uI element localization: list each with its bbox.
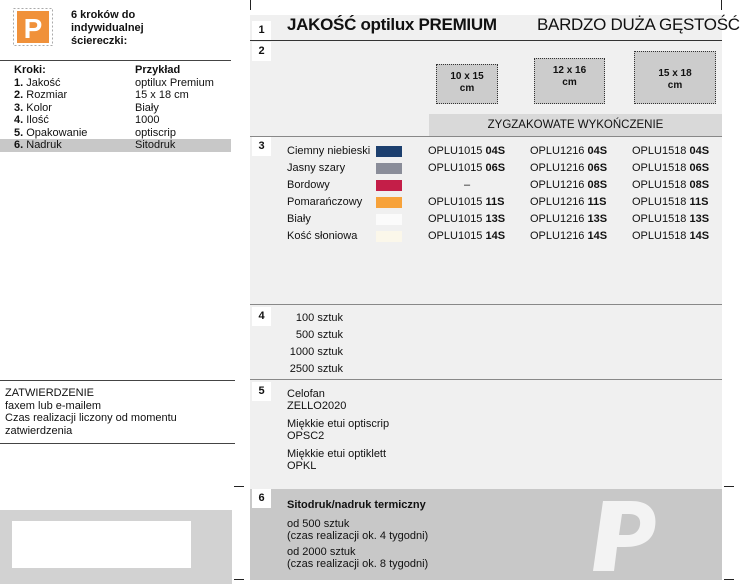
step-example: optilux Premium xyxy=(135,76,214,89)
print-line: od 500 sztuk xyxy=(287,517,350,530)
color-name: Biały xyxy=(287,213,311,225)
product-code: OPLU1518 13S xyxy=(632,213,710,225)
intro-line: ściereczki: xyxy=(71,35,128,47)
step-row-highlighted xyxy=(0,139,231,152)
color-swatch xyxy=(376,180,402,191)
logo-icon xyxy=(13,8,53,46)
divider xyxy=(0,443,235,444)
product-code: – xyxy=(464,179,471,191)
packaging-list xyxy=(287,388,487,472)
color-row xyxy=(250,177,722,194)
left-footer-box xyxy=(12,521,191,568)
packaging-name: Miękkie etui optiklett xyxy=(287,448,387,460)
product-code: OPLU1015 13S xyxy=(428,213,506,225)
cut-mark xyxy=(234,579,244,580)
section-badge-4: 4 xyxy=(252,307,271,326)
product-code: OPLU1518 11S xyxy=(632,196,709,208)
step-example: Sitodruk xyxy=(135,139,176,151)
cut-mark xyxy=(724,486,734,487)
step-row xyxy=(0,77,231,90)
product-code: OPLU1216 06S xyxy=(530,162,608,174)
steps-col-kroki: Kroki: xyxy=(14,64,46,76)
product-code: OPLU1015 11S xyxy=(428,196,505,208)
divider xyxy=(0,60,231,61)
size-label: 10 x 15 xyxy=(450,71,484,82)
approval-line: Czas realizacji liczony od momentu xyxy=(5,412,177,424)
product-code: OPLU1216 14S xyxy=(530,230,608,242)
steps-table xyxy=(0,64,231,152)
cut-mark xyxy=(724,579,734,580)
size-unit: cm xyxy=(459,83,475,94)
cut-mark xyxy=(250,0,251,10)
product-code: OPLU1015 06S xyxy=(428,162,506,174)
approval-line: zatwierdzenia xyxy=(5,424,73,437)
quantity-list xyxy=(287,310,343,378)
packaging-code: OPKL xyxy=(287,460,317,472)
product-code: OPLU1216 11S xyxy=(530,196,607,208)
step-row xyxy=(0,89,231,102)
step-row xyxy=(0,127,231,140)
step-label: Rozmiar xyxy=(26,89,68,101)
divider xyxy=(0,380,235,381)
product-code: OPLU1518 08S xyxy=(632,179,710,191)
step-num: 4. xyxy=(14,114,24,126)
step-num: 2. xyxy=(14,89,24,101)
steps-col-przyklad: Przykład xyxy=(135,64,181,76)
packaging-code: ZELLO2020 xyxy=(287,400,347,412)
intro-line: indywidualnej xyxy=(71,22,144,34)
section-badge-1: 1 xyxy=(252,21,271,40)
color-name: Bordowy xyxy=(287,179,330,191)
product-code: OPLU1518 14S xyxy=(632,230,710,242)
step-example: Biały xyxy=(135,101,159,114)
size-box-12x16 xyxy=(534,58,605,104)
approval-line: faxem lub e-mailem xyxy=(5,399,101,412)
color-name: Jasny szary xyxy=(287,162,346,174)
left-panel xyxy=(0,0,235,588)
intro-text xyxy=(71,9,181,48)
size-label: 12 x 16 xyxy=(552,65,587,76)
quantity-item: 1000 sztuk xyxy=(289,346,343,358)
color-row xyxy=(250,160,722,177)
color-name: Pomarańczowy xyxy=(287,196,363,208)
cut-mark xyxy=(721,0,722,10)
steps-header xyxy=(0,64,231,77)
p-logo-icon xyxy=(583,493,663,573)
product-code: OPLU1216 13S xyxy=(530,213,608,225)
product-code: OPLU1216 04S xyxy=(530,145,608,157)
color-table xyxy=(250,143,722,253)
print-line: (czas realizacji ok. 4 tygodni) xyxy=(287,530,429,542)
product-code: OPLU1216 08S xyxy=(530,179,608,191)
size-label: 15 x 18 xyxy=(658,68,692,79)
size-unit: cm xyxy=(562,77,577,88)
divider xyxy=(250,40,722,41)
product-code: OPLU1518 06S xyxy=(632,162,710,174)
size-unit: cm xyxy=(667,80,683,91)
packaging-code: OPSC2 xyxy=(287,430,325,442)
color-swatch xyxy=(376,197,402,208)
step-label: Nadruk xyxy=(26,139,62,151)
quantity-item: 100 sztuk xyxy=(295,312,343,324)
color-swatch xyxy=(376,231,402,242)
intro-line: 6 kroków do xyxy=(71,9,136,21)
packaging-option xyxy=(287,448,487,472)
divider xyxy=(250,136,722,137)
size-box-15x18 xyxy=(634,51,716,104)
color-name: Kość słoniowa xyxy=(287,230,358,242)
step-example: optiscrip xyxy=(135,126,176,139)
step-example: 15 x 18 cm xyxy=(135,89,189,101)
quality-title: JAKOŚĆ optilux PREMIUM xyxy=(287,15,497,34)
color-swatch xyxy=(376,214,402,225)
approval-text xyxy=(5,387,230,437)
color-row xyxy=(250,228,722,245)
section-badge-6: 6 xyxy=(252,489,271,508)
print-info xyxy=(287,499,547,571)
density-title: BARDZO DUŻA GĘSTOŚĆ xyxy=(537,15,740,34)
packaging-option xyxy=(287,418,487,442)
step-num: 5. xyxy=(14,126,24,139)
color-row xyxy=(250,211,722,228)
color-row xyxy=(250,194,722,211)
print-line: od 2000 sztuk xyxy=(287,545,356,558)
step-num: 1. xyxy=(14,76,24,89)
step-label: Jakość xyxy=(26,76,61,89)
logo-letter: P xyxy=(23,13,43,44)
step-label: Ilość xyxy=(26,114,49,126)
divider xyxy=(250,379,722,380)
product-code: OPLU1015 14S xyxy=(428,230,506,242)
color-swatch xyxy=(376,146,402,157)
color-swatch xyxy=(376,163,402,174)
approval-line: ZATWIERDZENIE xyxy=(5,387,95,399)
step-row xyxy=(0,102,231,115)
divider xyxy=(250,304,722,305)
step-label: Opakowanie xyxy=(26,126,88,139)
product-code: OPLU1015 04S xyxy=(428,145,506,157)
step-num: 3. xyxy=(14,101,24,114)
packaging-option xyxy=(287,388,487,412)
step-example: 1000 xyxy=(135,114,160,126)
print-title: Sitodruk/nadruk termiczny xyxy=(287,499,426,511)
packaging-name: Celofan xyxy=(287,388,325,400)
color-row xyxy=(250,143,722,160)
print-line: (czas realizacji ok. 8 tygodni) xyxy=(287,558,429,570)
quantity-item: 500 sztuk xyxy=(295,329,343,341)
size-box-10x15 xyxy=(436,64,498,104)
finish-label: ZYGZAKOWATE WYKOŃCZENIE xyxy=(429,114,722,136)
section-badge-2: 2 xyxy=(252,42,271,61)
section-badge-3: 3 xyxy=(252,137,271,156)
quantity-item: 2500 sztuk xyxy=(289,363,343,375)
step-num: 6. xyxy=(14,139,24,151)
step-label: Kolor xyxy=(26,101,52,114)
cut-mark xyxy=(234,486,244,487)
step-row xyxy=(0,114,231,127)
section-badge-5: 5 xyxy=(252,382,271,401)
packaging-name: Miękkie etui optiscrip xyxy=(287,418,390,430)
color-name: Ciemny niebieski xyxy=(287,145,371,157)
product-code: OPLU1518 04S xyxy=(632,145,710,157)
